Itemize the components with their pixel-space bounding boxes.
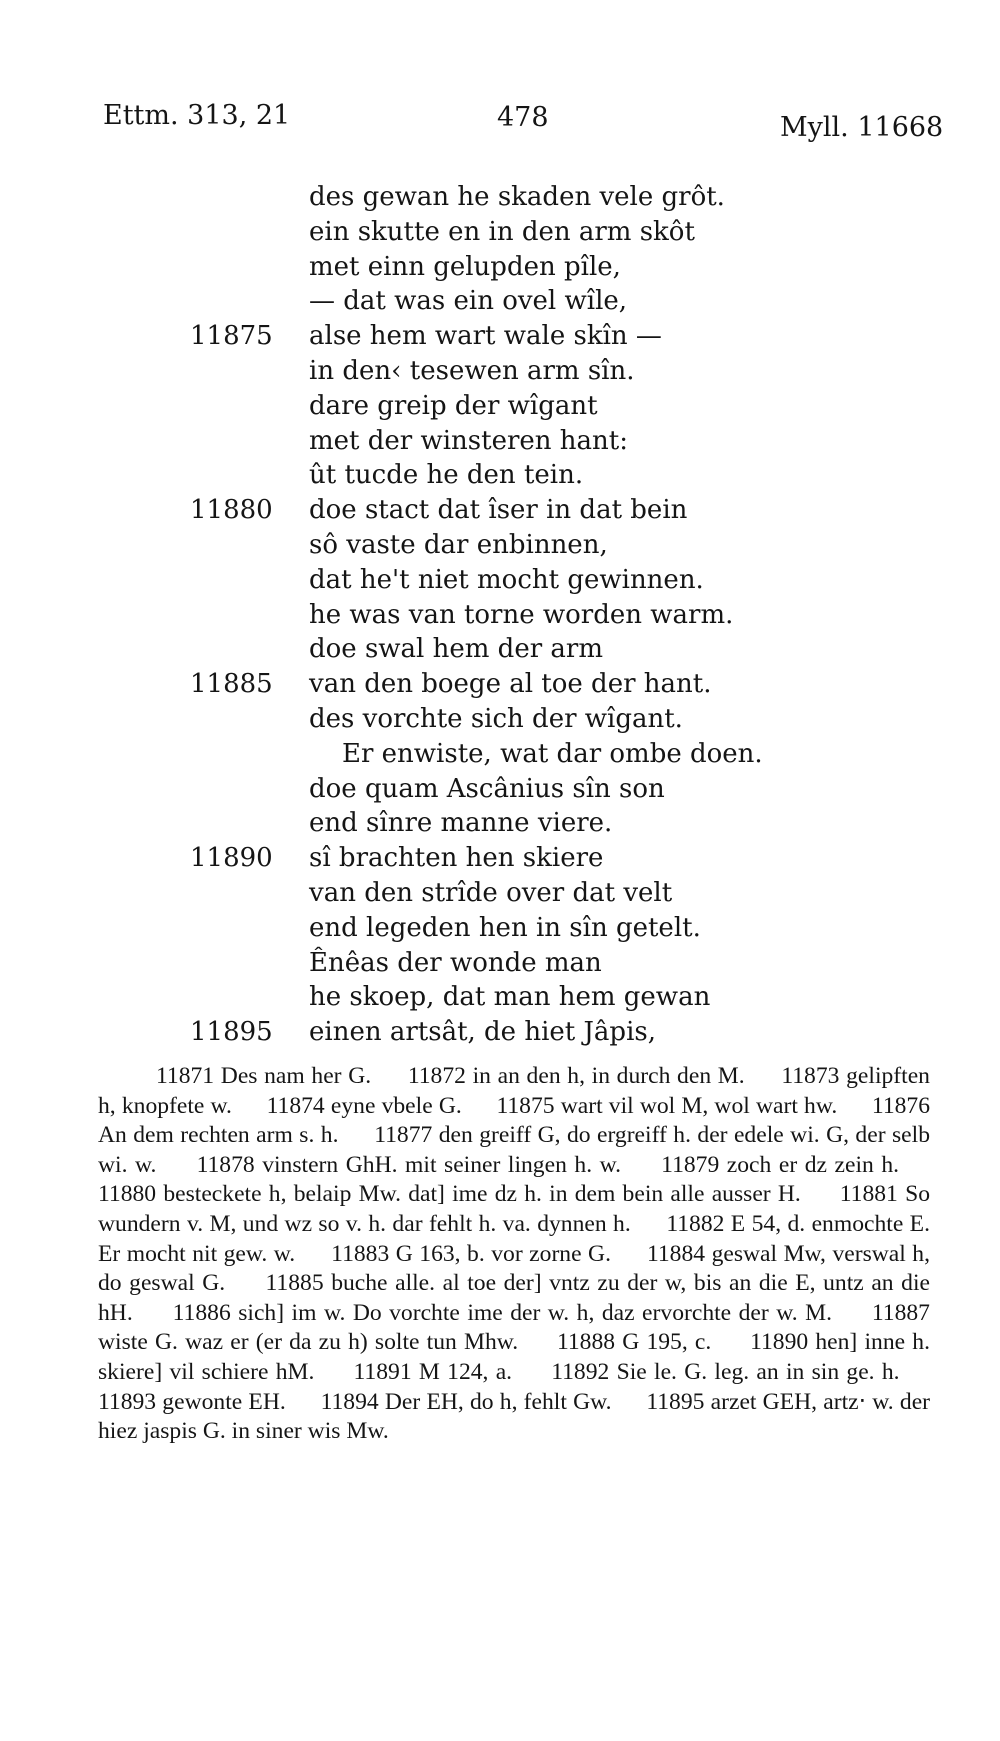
verse-line <box>0 667 1000 702</box>
line-text: doe swal hem der arm <box>309 634 603 665</box>
line-text: he skoep, dat man hem gewan <box>309 982 711 1013</box>
line-number: 11890 <box>190 843 273 874</box>
line-text: dare greip der wîgant <box>309 390 598 421</box>
line-number: 11885 <box>190 669 273 700</box>
verse-line <box>0 702 1000 737</box>
line-text: des gewan he skaden vele grôt. <box>309 182 725 212</box>
apparatus-note: 11891 M 124, a. <box>353 1358 513 1385</box>
line-text: sî brachten hen skiere <box>309 843 604 874</box>
line-text: end legeden hen in sîn getelt. <box>309 912 701 943</box>
line-number: 11895 <box>190 1017 273 1048</box>
verse-line <box>0 424 1000 459</box>
line-text: dat he't niet mocht gewinnen. <box>309 564 704 595</box>
apparatus-note: 11884 geswal Mw, verswal h, do geswal G. <box>98 1240 930 1297</box>
apparatus-note: 11882 E 54, d. enmochte E. Er mocht nit gew. w. <box>98 1210 930 1267</box>
line-number: 11875 <box>190 321 273 352</box>
apparatus-note: 11883 G 163, b. vor zorne G. <box>331 1240 611 1267</box>
page-number: 478 <box>497 102 549 133</box>
verse-line <box>0 841 1000 876</box>
line-text: van den boege al toe der hant. <box>309 669 712 700</box>
line-number: 11880 <box>190 495 273 526</box>
verse-line <box>0 389 1000 424</box>
verse-line <box>0 528 1000 563</box>
line-text: van den strîde over dat velt <box>309 877 673 908</box>
apparatus-note: 11893 gewonte EH. <box>98 1388 286 1415</box>
apparatus-note: 11894 Der EH, do h, fehlt Gw. <box>320 1388 612 1415</box>
apparatus-note: 11876 An dem rechten arm s. h. <box>98 1092 931 1149</box>
apparatus-note: 11892 Sie le. G. leg. an in sin ge. h. <box>551 1358 900 1385</box>
line-text: ût tucde he den tein. <box>309 460 584 491</box>
apparatus-note: 11880 besteckete h, belaip Mw. dat] ime dz h. in dem bein alle ausser H. <box>98 1181 801 1208</box>
apparatus-note: 11874 eyne vbele G. <box>266 1092 462 1119</box>
apparatus-note: 11875 wart vil wol M, wol wart hw. <box>496 1092 838 1119</box>
line-text: alse hem wart wale skîn — <box>309 321 662 352</box>
apparatus-note: 11887 wiste G. waz er (er da zu h) solte tun Mhw. <box>98 1299 930 1356</box>
line-text: met einn gelupden pîle, <box>309 251 621 282</box>
verse-line <box>0 598 1000 633</box>
verse-line <box>0 180 1000 215</box>
verse-text <box>0 180 1000 1050</box>
verse-line <box>0 319 1000 354</box>
verse-line <box>0 632 1000 667</box>
line-text: in den‹ tesewen arm sîn. <box>309 355 635 386</box>
verse-line <box>0 250 1000 285</box>
apparatus-note: 11871 Des nam her G. <box>156 1063 372 1089</box>
header-right-reference: Myll. 11668 <box>780 112 944 143</box>
verse-line <box>0 215 1000 250</box>
apparatus-note: 11877 den greiff G, do ergreiff h. der edele wi. G, der selb wi. w. <box>98 1122 930 1178</box>
line-text: he was van torne worden warm. <box>309 599 734 630</box>
line-text: met der winsteren hant: <box>309 425 628 456</box>
verse-line <box>0 772 1000 807</box>
running-head <box>0 100 1000 143</box>
apparatus-note: 11895 arzet GEH, artz‧ w. der hiez jaspis G. in siner wis Mw. <box>98 1388 931 1445</box>
critical-apparatus <box>98 1062 930 1447</box>
apparatus-note: 11885 buche alle. al toe der] vntz zu der w, bis an die E, untz an die hH. <box>98 1270 930 1326</box>
line-text: doe quam Ascânius sîn son <box>309 773 665 804</box>
verse-line <box>0 876 1000 911</box>
apparatus-note: 11881 So wundern v. M, und wz so v. h. dar fehlt h. va. dynnen h. <box>98 1181 930 1237</box>
verse-line <box>0 980 1000 1015</box>
apparatus-note: 11879 zoch er dz zein h. <box>661 1151 900 1178</box>
line-text: des vorchte sich der wîgant. <box>309 703 683 734</box>
verse-line <box>0 563 1000 598</box>
line-text: Ênêas der wonde man <box>309 947 602 978</box>
verse-line <box>0 806 1000 841</box>
apparatus-note: 11890 hen] inne h. skiere] vil schiere hM. <box>98 1329 930 1385</box>
apparatus-note: 11873 gelipften h, knopfete w. <box>98 1063 930 1119</box>
line-text: end sînre manne viere. <box>309 808 613 839</box>
verse-line <box>0 911 1000 946</box>
line-text: sô vaste dar enbinnen, <box>309 529 608 560</box>
verse-line <box>0 946 1000 981</box>
line-text: Er enwiste, wat dar ombe doen. <box>342 738 763 769</box>
verse-line <box>0 354 1000 389</box>
line-text: ein skutte en in den arm skôt <box>309 216 695 247</box>
line-text: doe stact dat îser in dat bein <box>309 495 688 526</box>
line-text: einen artsât, de hiet Jâpis, <box>309 1017 656 1048</box>
verse-line <box>0 493 1000 528</box>
header-left-reference: Ettm. 313, 21 <box>103 100 291 131</box>
verse-line <box>0 458 1000 493</box>
apparatus-note: 11872 in an den h, in durch den M. <box>407 1063 745 1089</box>
apparatus-note: 11878 vinstern GhH. mit seiner lingen h. w. <box>196 1151 622 1178</box>
apparatus-note: 11888 G 195, c. <box>556 1329 712 1356</box>
verse-line <box>0 284 1000 319</box>
verse-line <box>0 737 1000 772</box>
apparatus-note: 11886 sich] im w. Do vorchte ime der w. h, daz ervorchte der w. M. <box>172 1299 832 1326</box>
line-text: — dat was ein ovel wîle, <box>309 286 628 317</box>
verse-line <box>0 1015 1000 1050</box>
